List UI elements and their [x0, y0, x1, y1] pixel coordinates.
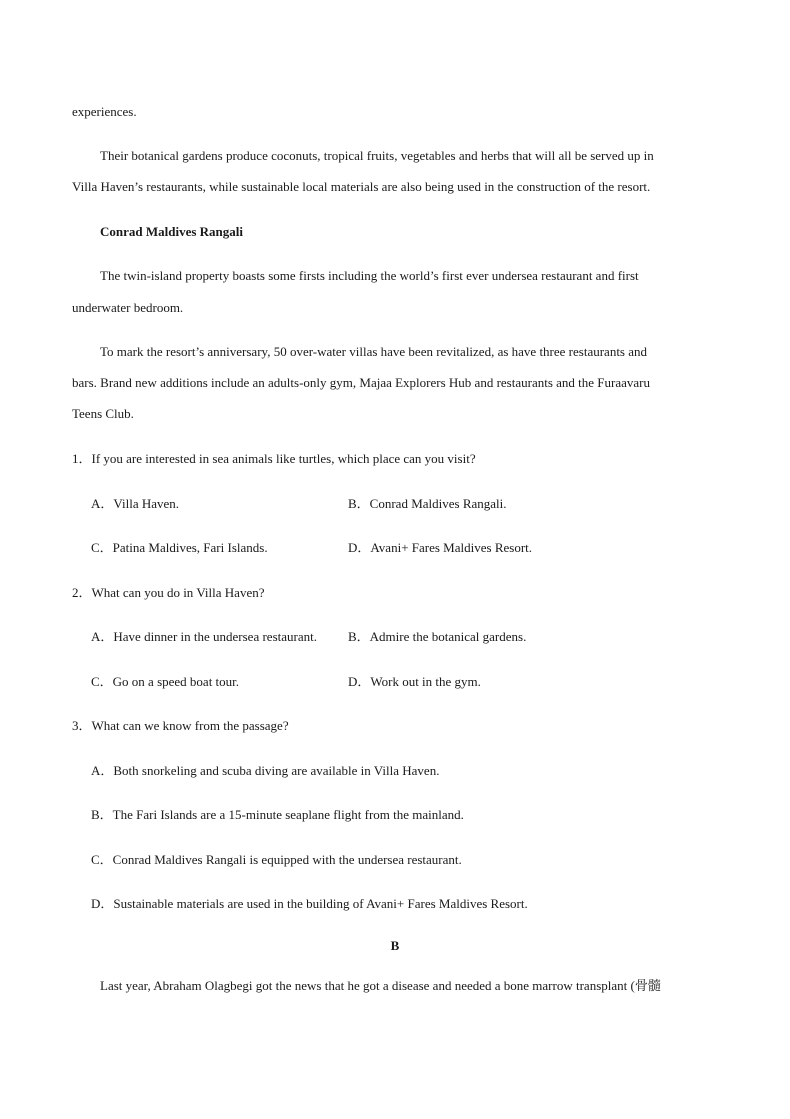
question-1-option-d[interactable]: D．Avani+ Fares Maldives Resort.	[348, 540, 533, 555]
question-2-option-a[interactable]: A．Have dinner in the undersea restaurant.	[91, 629, 317, 644]
passage-a-line-experiences: experiences.	[72, 104, 137, 119]
question-3-option-d[interactable]: D．Sustainable materials are used in the building of Avani+ Fares Maldives Resort.	[91, 896, 528, 911]
question-1-stem: 1．If you are interested in sea animals like turtles, which place can you visit?	[72, 451, 476, 466]
question-3-option-b[interactable]: B．The Fari Islands are a 15-minute seaplane flight from the mainland.	[91, 807, 464, 822]
question-3-option-c[interactable]: C．Conrad Maldives Rangali is equipped with the undersea restaurant.	[91, 852, 462, 867]
passage-a-paragraph-1-line-2: Villa Haven’s restaurants, while sustainable local materials are also being used in the construction of the resort.	[72, 179, 651, 194]
question-1-option-a[interactable]: A．Villa Haven.	[91, 496, 180, 511]
section-heading-b: B	[390, 938, 400, 953]
passage-b-line-1: Last year, Abraham Olagbegi got the news that he got a disease and needed a bone marrow transplant (骨髓	[100, 978, 661, 993]
question-2-stem: 2．What can you do in Villa Haven?	[72, 585, 265, 600]
question-2-option-b[interactable]: B．Admire the botanical gardens.	[348, 629, 527, 644]
passage-a-paragraph-3-line-1: To mark the resort’s anniversary, 50 over-water villas have been revitalized, as have three restaurants and	[100, 344, 648, 359]
section-heading-conrad: Conrad Maldives Rangali	[100, 224, 244, 239]
question-3-stem: 3．What can we know from the passage?	[72, 718, 289, 733]
passage-a-paragraph-2-line-2: underwater bedroom.	[72, 300, 184, 315]
passage-a-paragraph-2-line-1: The twin-island property boasts some firsts including the world’s first ever undersea restaurant and first	[100, 268, 639, 283]
question-1-option-b[interactable]: B．Conrad Maldives Rangali.	[348, 496, 507, 511]
passage-a-paragraph-3-line-3: Teens Club.	[72, 406, 134, 421]
passage-a-paragraph-1-line-1: Their botanical gardens produce coconuts, tropical fruits, vegetables and herbs that will all be served up in	[100, 148, 654, 163]
passage-a-paragraph-3-line-2: bars. Brand new additions include an adults-only gym, Majaa Explorers Hub and restaurants and the Furaavaru	[72, 375, 650, 390]
question-2-option-c[interactable]: C．Go on a speed boat tour.	[91, 674, 240, 689]
question-1-option-c[interactable]: C．Patina Maldives, Fari Islands.	[91, 540, 268, 555]
question-3-option-a[interactable]: A．Both snorkeling and scuba diving are available in Villa Haven.	[91, 763, 440, 778]
question-2-option-d[interactable]: D．Work out in the gym.	[348, 674, 481, 689]
